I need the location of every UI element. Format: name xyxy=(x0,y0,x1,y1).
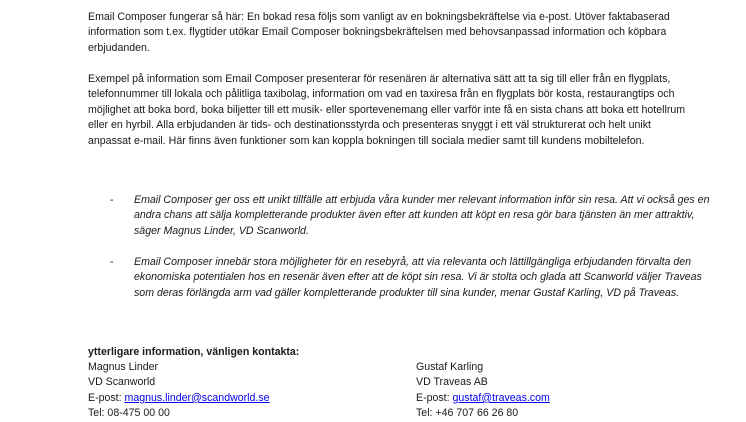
contact-email-row xyxy=(88,391,270,406)
email-label: E-post: xyxy=(88,391,125,404)
email-link[interactable]: gustaf@traveas.com xyxy=(452,391,550,404)
contact-phone: Tel: +46 707 66 26 80 xyxy=(416,407,519,420)
email-link[interactable]: magnus.linder@scandworld.se xyxy=(124,391,270,404)
bullet-dash: - xyxy=(110,256,114,268)
contact-phone: Tel: 08-475 00 00 xyxy=(88,407,170,420)
contact-title: VD Traveas AB xyxy=(416,376,488,389)
quote-text: Email Composer ger oss ett unikt tillfälle att erbjuda våra kunder mer relevant information inför sin resa. Att vi också ges en andra chans att sälja kompletterande produkter även efter att kunden att köpt en resa gör bara tjänsten än mer attraktiv, säger Magnus Linder, VD Scanworld. xyxy=(134,194,710,237)
contact-name: Magnus Linder xyxy=(88,361,159,373)
intro-paragraph: Email Composer fungerar så här: En bokad resa följs som vanligt av en bokningsbekräftelse via e-post. Utöver faktabaserad information som t.ex. flygtider utökar Email Composer bokningsbekräftelsen med behovsanpassad information och köpbara erbjudanden. xyxy=(88,11,670,54)
quote-text: Email Composer innebär stora möjligheter för en resebyrå, att via relevanta och lättillgängliga erbjudanden förvalta den ekonomiska potentialen hos en resenär även efter att de köpt sin resa. Vi är stolta och glada att Scanworld väljer Traveas som deras förlängda arm vad gäller kompletterande produkter till sina kunder, menar Gustaf Karling, VD på Traveas. xyxy=(134,256,702,299)
contact-magnus-linder xyxy=(88,360,270,422)
contact-email-row xyxy=(416,391,550,406)
contact-heading: ytterligare information, vänligen kontakta: xyxy=(88,346,300,358)
contact-title: VD Scanworld xyxy=(88,376,156,389)
email-label: E-post: xyxy=(416,391,453,404)
contact-gustaf-karling xyxy=(416,360,550,422)
contact-name: Gustaf Karling xyxy=(416,361,484,373)
examples-paragraph: Exempel på information som Email Composer presenterar för resenären är alternativa sätt att ta sig till eller från en flygplats, telefonnummer till lokala och pålitliga taxibolag, information om vad en taxiresa från en flygplats bör kosta, restaurangtips och möjlighet att boka bord, boka biljetter till ett musik- eller sportevenemang eller varför inte få en sista chans att boka ett hotellrum eller en hyrbil. Alla erbjudanden är tids- och destinationsstyrda och presenteras snyggt i ett väl strukturerat och helt unikt anpassat e-mail. Här finns även funktioner som kan koppla bokningen till sociala medier samt till kundens mobiltelefon. xyxy=(88,73,686,147)
bullet-dash: - xyxy=(110,194,114,206)
